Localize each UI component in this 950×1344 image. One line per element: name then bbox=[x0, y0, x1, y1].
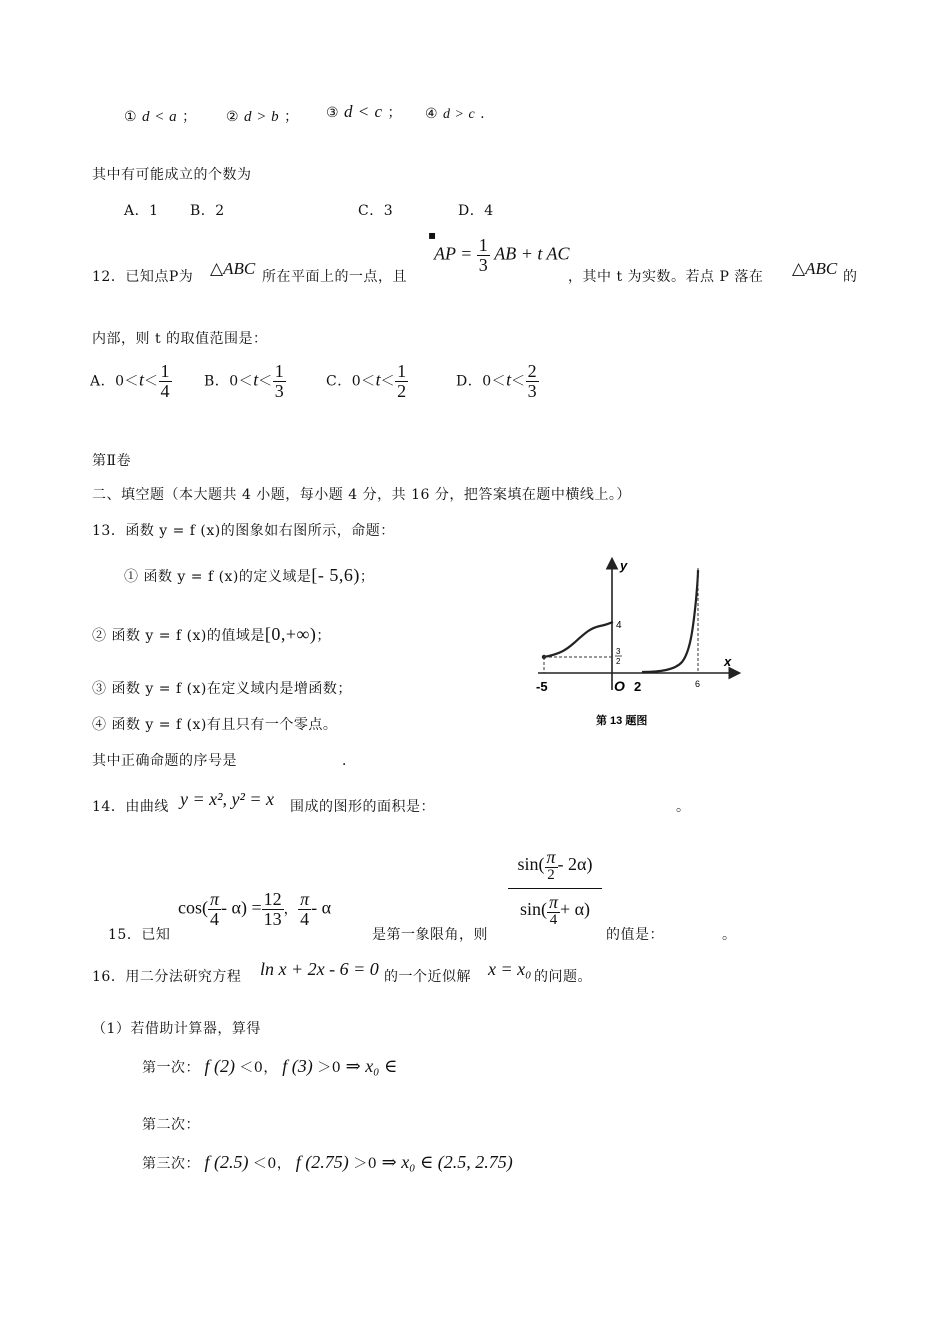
prop-1-end: ； bbox=[359, 569, 375, 585]
q14-suffix: 围成的图形的面积是： bbox=[290, 799, 435, 815]
q12-choice-b bbox=[204, 362, 286, 401]
choice-a-num: 1 bbox=[160, 361, 170, 381]
q12-choice-d bbox=[456, 362, 539, 401]
q15-cos-equation bbox=[178, 890, 331, 929]
big-frac-top bbox=[508, 848, 602, 889]
thirteen: 13 bbox=[263, 908, 282, 929]
tick-x-6: 6 bbox=[695, 679, 701, 689]
pi-num: π bbox=[210, 889, 220, 909]
prop-1-math: [- 5,6) bbox=[311, 565, 360, 585]
q12-eq-num: 1 bbox=[478, 235, 488, 255]
choice-c-lt: ＜ bbox=[380, 373, 396, 390]
q13-ask-end: ． bbox=[342, 753, 357, 769]
tick-y-4: 4 bbox=[616, 620, 622, 631]
q16-equation: ln x + 2x - 6 = 0 bbox=[260, 959, 379, 979]
step-1-label: 第一次： bbox=[142, 1060, 200, 1076]
option-1-marker: ① bbox=[124, 109, 138, 125]
q13-function-graph bbox=[530, 550, 750, 740]
q11-option-4 bbox=[425, 106, 485, 123]
right-curve bbox=[642, 570, 698, 672]
q13-prop-2 bbox=[92, 624, 331, 645]
prop-1-text: ① 函数 y = f (x)的定义域是 bbox=[124, 569, 312, 585]
q13-prop-3: ③ 函数 y = f (x)在定义域内是增函数； bbox=[92, 681, 352, 697]
choice-b-lt: ＜ bbox=[258, 373, 273, 390]
tick-x-2: 2 bbox=[634, 679, 642, 694]
pi-over-4-b bbox=[298, 890, 311, 929]
option-1-sep: ； bbox=[182, 109, 197, 125]
q16-prefix: 16．用二分法研究方程 bbox=[92, 969, 242, 985]
q11-option-2 bbox=[226, 106, 299, 126]
figure-caption: 第 13 题图 bbox=[596, 715, 648, 727]
choice-a-den: 4 bbox=[160, 380, 170, 401]
q11-choice-c: C．3 bbox=[358, 203, 394, 219]
step-1-gt: ＞0 bbox=[317, 1060, 342, 1076]
q11-choice-d: D．4 bbox=[458, 203, 494, 219]
step-1-lt: ＜0， bbox=[239, 1060, 278, 1076]
top-rest: - 2α) bbox=[557, 853, 593, 874]
q13-stem: 13．函数 y = f (x)的图象如右图所示，命题： bbox=[92, 523, 395, 539]
q14-prefix: 14．由曲线 bbox=[92, 799, 169, 815]
option-1-math: d < a bbox=[142, 109, 178, 125]
left-curve bbox=[544, 622, 613, 657]
q15-mid: 是第一象限角，则 bbox=[372, 927, 488, 943]
pi-over-4 bbox=[208, 890, 221, 929]
q12-suffix: 的 bbox=[843, 269, 858, 285]
q12-eq-den: 3 bbox=[478, 254, 488, 275]
q16-step-2-label: 第二次： bbox=[142, 1117, 200, 1133]
choice-a-lt: ＜ bbox=[144, 373, 159, 390]
q11-option-3 bbox=[326, 102, 402, 122]
step-1-f2: f (2) bbox=[204, 1056, 235, 1076]
choice-d-label: D．0＜ bbox=[456, 373, 507, 390]
bot-rest: + α) bbox=[559, 898, 591, 919]
q15-end: 。 bbox=[722, 927, 737, 943]
pi-den-b: 4 bbox=[300, 908, 310, 929]
q11-question: 其中有可能成立的个数为 bbox=[92, 167, 252, 183]
step-3-lt: ＜0， bbox=[252, 1156, 292, 1172]
q16-mid: 的一个近似解 bbox=[384, 969, 471, 985]
option-4-math: d > c bbox=[443, 107, 476, 122]
section-instructions: 二、填空题（本大题共 4 小题，每小题 4 分，共 16 分，把答案填在题中横线上。） bbox=[92, 487, 631, 503]
q12-triangle-2: △ABC bbox=[792, 259, 838, 278]
q13-prop-4: ④ 函数 y = f (x)有且只有一个零点。 bbox=[92, 717, 338, 733]
bot-pi-over-4 bbox=[547, 893, 560, 929]
q12-eq-fraction bbox=[477, 236, 490, 275]
choice-b-label: B．0＜ bbox=[204, 373, 254, 390]
choice-d-num: 2 bbox=[527, 361, 537, 381]
bot-sin: sin( bbox=[519, 898, 547, 919]
minus-alpha-eq: - α) = bbox=[221, 897, 262, 918]
prop-2-end: ； bbox=[316, 628, 331, 644]
option-2-math: d > b bbox=[244, 109, 280, 125]
q14-math: y = x², y² = x bbox=[180, 789, 275, 809]
choice-c-var: t bbox=[375, 369, 381, 390]
option-2-sep: ； bbox=[284, 109, 299, 125]
choice-c-num: 1 bbox=[397, 361, 407, 381]
q11-choice-b: B．2 bbox=[190, 203, 225, 219]
tick-y-3: 3 bbox=[616, 647, 621, 656]
y-axis-label: y bbox=[620, 558, 628, 573]
q12-mid-2: ，其中 t 为实数。若点 P 落在 bbox=[568, 269, 764, 285]
option-4-marker: ④ bbox=[425, 106, 439, 122]
top-sin: sin( bbox=[517, 853, 545, 874]
step-3-gt: ＞0 bbox=[353, 1156, 378, 1172]
twelve: 12 bbox=[263, 889, 282, 909]
step-3-f25: f (2.5) bbox=[204, 1152, 249, 1172]
choice-d-den: 3 bbox=[527, 380, 537, 401]
q12-triangle-1: △ABC bbox=[210, 259, 256, 278]
cos-text: cos( bbox=[178, 897, 208, 918]
q13-ask: 其中正确命题的序号是 bbox=[92, 753, 237, 769]
tick-y-2: 2 bbox=[616, 657, 621, 666]
bot-four: 4 bbox=[549, 911, 558, 928]
option-4-sep: . bbox=[480, 106, 486, 122]
option-2-marker: ② bbox=[226, 109, 240, 125]
q12-line-2: 内部，则 t 的取值范围是： bbox=[92, 331, 268, 347]
tick-x-minus5: -5 bbox=[536, 679, 548, 694]
origin-label: O bbox=[614, 678, 625, 694]
choice-c-den: 2 bbox=[397, 380, 407, 401]
choice-a-fraction bbox=[159, 362, 172, 401]
q12-mid-1: 所在平面上的一点，且 bbox=[262, 269, 407, 285]
step-1-implies: ⇒ x₀ ∈ bbox=[345, 1056, 398, 1076]
q16-x0: x = x₀ bbox=[488, 959, 532, 979]
choice-d-var: t bbox=[506, 369, 512, 390]
x-axis-label: x bbox=[724, 654, 732, 669]
q15-big-fraction bbox=[508, 848, 602, 928]
top-pi: π bbox=[546, 847, 556, 867]
step-3-f275: f (2.75) bbox=[295, 1152, 349, 1172]
pi-num-b: π bbox=[300, 889, 310, 909]
twelve-thirteenths bbox=[262, 890, 284, 929]
option-3-sep: ； bbox=[387, 105, 402, 121]
prop-2-math: [0,+∞) bbox=[264, 624, 317, 644]
choice-a-var: t bbox=[139, 369, 145, 390]
option-3-math: d < c bbox=[344, 102, 383, 121]
step-1-f3: f (3) bbox=[282, 1056, 313, 1076]
q12-eq-rhs: AB + t AC bbox=[494, 243, 570, 264]
section-title: 第Ⅱ卷 bbox=[92, 453, 132, 469]
step-3-label: 第三次： bbox=[142, 1156, 200, 1172]
big-frac-bottom bbox=[508, 889, 602, 929]
choice-b-fraction bbox=[273, 362, 286, 401]
q11-options-row bbox=[124, 106, 197, 126]
q12-equation bbox=[434, 236, 570, 275]
q16-step-3 bbox=[142, 1152, 513, 1173]
q15-prefix: 15．已知 bbox=[108, 927, 171, 943]
q16-step-1 bbox=[142, 1056, 397, 1077]
q12-eq-lhs: AP = bbox=[434, 243, 473, 264]
choice-d-lt: ＜ bbox=[511, 373, 526, 390]
q12-choice-c bbox=[326, 362, 408, 401]
option-3-marker: ③ bbox=[326, 105, 340, 121]
choice-c-label: C．0＜ bbox=[326, 373, 376, 390]
choice-b-den: 3 bbox=[274, 380, 284, 401]
q13-prop-1 bbox=[124, 565, 374, 586]
vector-mark: ▪ bbox=[428, 228, 437, 242]
choice-b-var: t bbox=[253, 369, 259, 390]
choice-b-num: 1 bbox=[274, 361, 284, 381]
prop-2-text: ② 函数 y = f (x)的值域是 bbox=[92, 628, 265, 644]
step-3-implies: ⇒ x₀ ∈ (2.5, 2.75) bbox=[381, 1152, 513, 1172]
q12-choice-a bbox=[90, 362, 172, 401]
choice-d-fraction bbox=[526, 362, 539, 401]
q15-comma: ， bbox=[283, 901, 299, 918]
q16-suffix: 的问题。 bbox=[534, 969, 592, 985]
choice-a-label: A．0＜ bbox=[90, 373, 140, 390]
minus-alpha-2: - α bbox=[311, 897, 332, 918]
top-two: 2 bbox=[547, 866, 555, 883]
q16-part-1: （1）若借助计算器，算得 bbox=[92, 1021, 261, 1037]
bot-pi: π bbox=[548, 891, 558, 912]
top-pi-over-2 bbox=[545, 848, 558, 884]
pi-den: 4 bbox=[210, 908, 220, 929]
q15-suffix: 的值是： bbox=[606, 927, 664, 943]
q12-prefix: 12．已知点P为 bbox=[92, 269, 194, 285]
choice-c-fraction bbox=[395, 362, 408, 401]
q11-choice-a: A．1 bbox=[124, 203, 159, 219]
q14-end: 。 bbox=[676, 799, 691, 815]
